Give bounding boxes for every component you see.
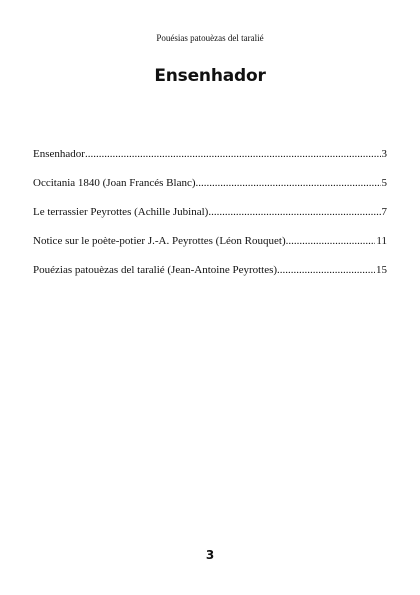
toc-entry-label: Occitania 1840 (Joan Francés Blanc) xyxy=(33,177,196,189)
toc-entry-label: Notice sur le poète-potier J.-A. Peyrottes (Léon Rouquet) xyxy=(33,235,286,247)
page-title: Ensenhador xyxy=(154,66,266,86)
toc-entry-notice-poete-potier[interactable] xyxy=(33,234,387,248)
dot-leader xyxy=(286,234,376,248)
dot-leader xyxy=(277,263,375,277)
running-header: Pouésias patouèzas del taralié xyxy=(156,33,264,43)
dot-leader xyxy=(85,147,381,161)
table-of-contents xyxy=(33,147,387,292)
toc-entry-label: Pouézias patouèzas del taralié (Jean-Antoine Peyrottes) xyxy=(33,264,278,276)
toc-entry-pouezias-patouezas[interactable] xyxy=(33,263,387,277)
toc-entry-page-number: 7 xyxy=(381,206,387,218)
dot-leader xyxy=(196,176,381,190)
toc-entry-page-number: 5 xyxy=(381,177,387,189)
toc-entry-label: Ensenhador xyxy=(33,148,85,160)
toc-entry-page-number: 15 xyxy=(376,264,387,276)
toc-entry-le-terrassier-peyrottes[interactable] xyxy=(33,205,387,219)
dot-leader xyxy=(208,205,380,219)
page-number: 3 xyxy=(205,548,215,562)
toc-entry-page-number: 3 xyxy=(381,148,387,160)
toc-entry-occitania-1840[interactable] xyxy=(33,176,387,190)
toc-entry-label: Le terrassier Peyrottes (Achille Jubinal) xyxy=(33,206,209,218)
toc-entry-ensenhador[interactable] xyxy=(33,147,387,161)
toc-entry-page-number: 11 xyxy=(376,235,387,247)
